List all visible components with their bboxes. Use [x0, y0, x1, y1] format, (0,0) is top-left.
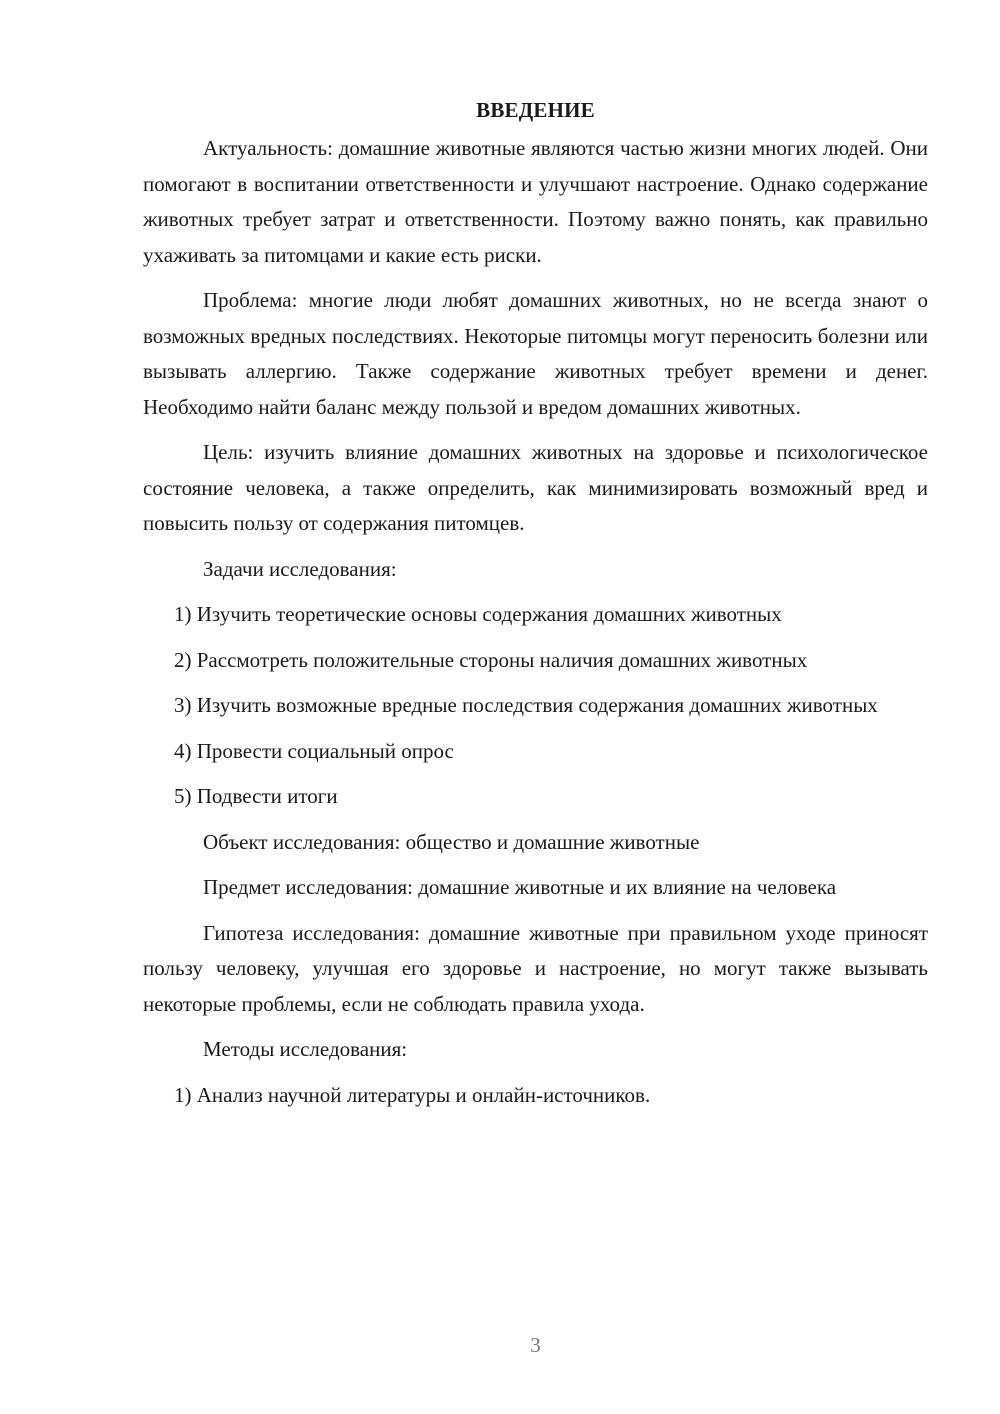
- methods-title: Методы исследования:: [203, 1037, 408, 1061]
- tasks-title: Задачи исследования:: [203, 556, 397, 581]
- document-page: [143, 95, 928, 1123]
- method-item: 1) Анализ научной литературы и онлайн-источников.: [174, 1082, 651, 1107]
- task-item: 2) Рассмотреть положительные стороны наличия домашних животных: [174, 647, 808, 672]
- task-item: 5) Подвести итоги: [174, 784, 338, 808]
- problem-paragraph: Проблема: многие люди любят домашних животных, но не всегда знают о возможных вредных последствиях. Некоторые питомцы могут переносить болезни или вызывать аллергию. Также содержание животных требует времени и денег. Необходимо найти баланс между пользой и вредом домашних животных.: [143, 288, 928, 419]
- relevance-paragraph: Актуальность: домашние животные являются частью жизни многих людей. Они помогают в воспитании ответственности и улучшают настроение. Однако содержание животных требует затрат и ответственности. Поэтому важно понять, как правильно ухаживать за питомцами и какие есть риски.: [143, 136, 928, 267]
- hypothesis-paragraph: Гипотеза исследования: домашние животные при правильном уходе приносят пользу человеку, улучшая его здоровье и настроение, но могут также вызывать некоторые проблемы, если не соблюдать правила ухода.: [143, 920, 928, 1016]
- section-heading: ВВЕДЕНИЕ: [476, 98, 595, 122]
- task-item: 4) Провести социальный опрос: [174, 738, 454, 763]
- task-item: 1) Изучить теоретические основы содержания домашних животных: [174, 602, 782, 626]
- page-number: 3: [530, 1333, 541, 1357]
- goal-paragraph: Цель: изучить влияние домашних животных на здоровье и психологическое состояние человека, а также определить, как минимизировать возможный вред и повысить пользу от содержания питомцев.: [143, 440, 928, 535]
- subject-paragraph: Предмет исследования: домашние животные и их влияние на человека: [203, 875, 837, 899]
- object-paragraph: Объект исследования: общество и домашние животные: [203, 829, 700, 854]
- task-item: 3) Изучить возможные вредные последствия содержания домашних животных: [174, 693, 878, 717]
